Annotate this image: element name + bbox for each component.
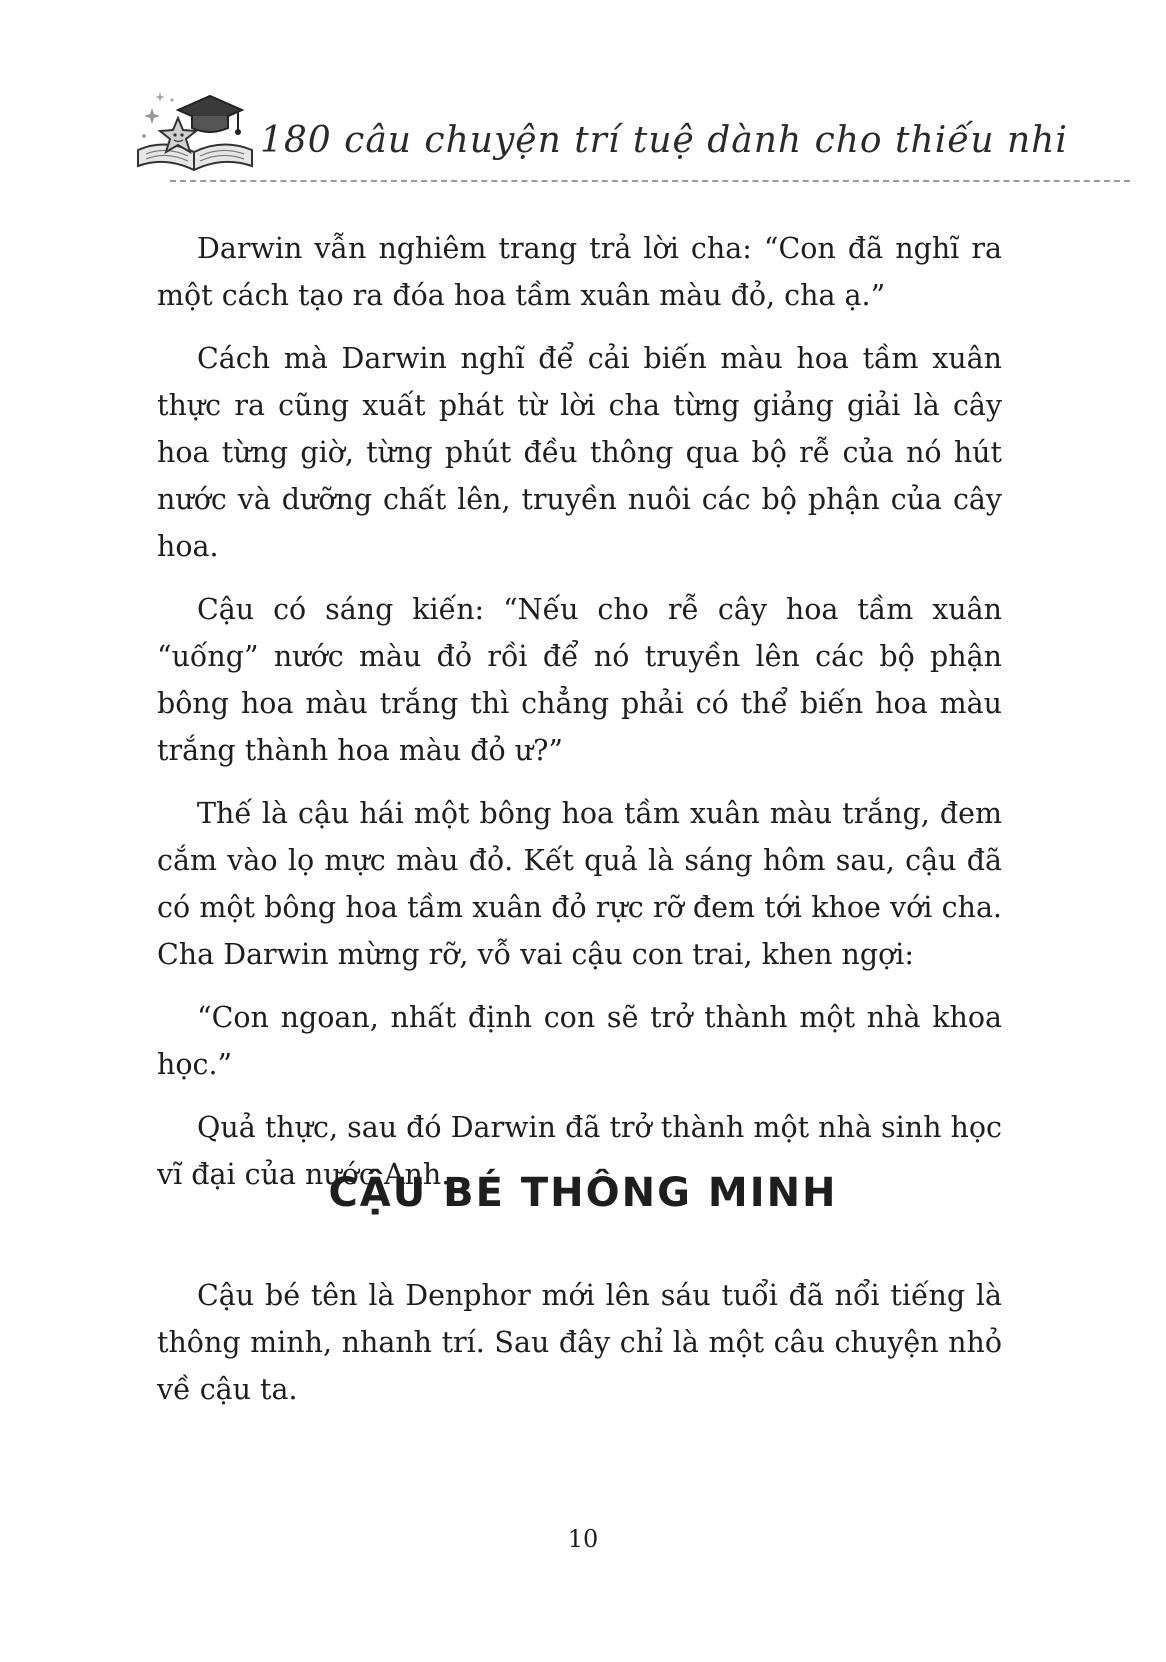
paragraph: “Con ngoan, nhất định con sẽ trở thành một nhà khoa học.” — [157, 1001, 1002, 1081]
paragraph: Quả thực, sau đó Darwin đã trở thành một nhà sinh học vĩ đại của nước Anh. — [157, 1111, 1002, 1191]
paragraph: Darwin vẫn nghiêm trang trả lời cha: “Con đã nghĩ ra một cách tạo ra đóa hoa tầm xuân màu đỏ, cha ạ.” — [157, 232, 1002, 312]
paragraph: Thế là cậu hái một bông hoa tầm xuân màu trắng, đem cắm vào lọ mực màu đỏ. Kết quả là sáng hôm sau, cậu đã có một bông hoa tầm xuân đỏ rực rỡ đem tới khoe với cha. Cha Darwin mừng rỡ, vỗ vai cậu con trai, khen ngợi: — [157, 797, 1002, 971]
paragraph: Cậu có sáng kiến: “Nếu cho rễ cây hoa tầm xuân “uống” nước màu đỏ rồi để nó truyền lên các bộ phận bông hoa màu trắng thì chẳng phải có thể biến hoa màu trắng thành hoa màu đỏ ư?” — [157, 593, 1002, 767]
header-divider — [170, 180, 1130, 182]
story-title: CẬU BÉ THÔNG MINH — [328, 1170, 838, 1216]
story-body — [157, 225, 1002, 1214]
book-with-graduation-cap-icon — [130, 80, 260, 180]
paragraph: Cách mà Darwin nghĩ để cải biến màu hoa tầm xuân thực ra cũng xuất phát từ lời cha từng giảng giải là cây hoa từng giờ, từng phút đều thông qua bộ rễ của nó hút nước và dưỡng chất lên, truyền nuôi các bộ phận của cây hoa. — [157, 342, 1002, 563]
running-header — [130, 70, 1068, 190]
running-header-title: 180 câu chuyện trí tuệ dành cho thiếu nhi — [260, 120, 1068, 161]
page-number: 10 — [567, 1525, 599, 1553]
paragraph: Cậu bé tên là Denphor mới lên sáu tuổi đã nổi tiếng là thông minh, nhanh trí. Sau đây chỉ là một câu chuyện nhỏ về cậu ta. — [157, 1279, 1002, 1406]
new-story-body — [157, 1272, 1002, 1413]
